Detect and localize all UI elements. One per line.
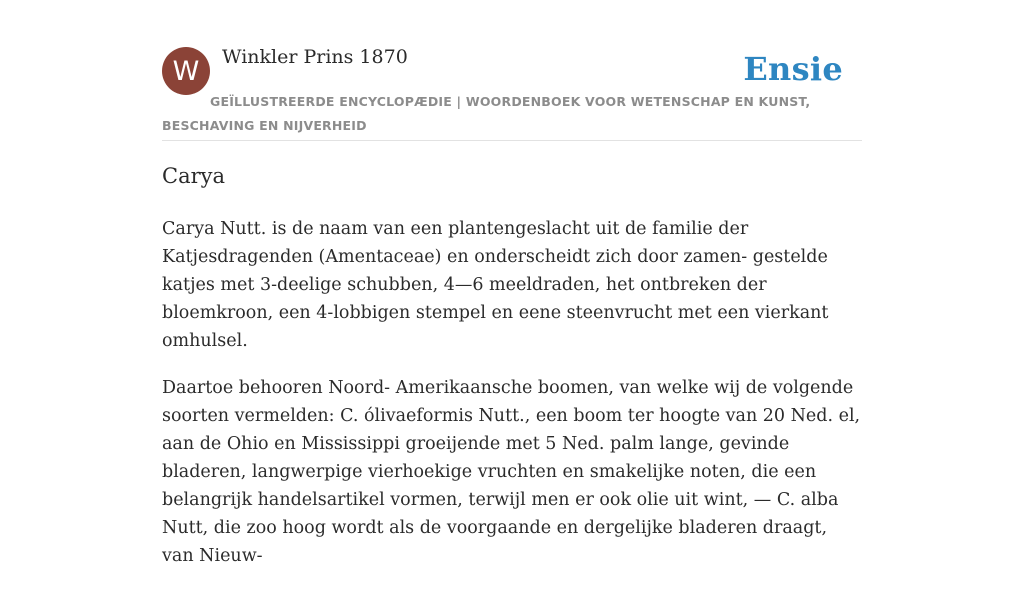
source-subtitle: GEÏLLUSTREERDE ENCYCLOPÆDIE | WOORDENBOEK VOOR WETENSCHAP EN KUNST, BESCHAVING EN NIJVERHEID	[162, 94, 811, 133]
source-header	[162, 0, 862, 141]
article-body	[162, 215, 862, 589]
source-title-link[interactable]: Winkler Prins 1870	[222, 46, 408, 68]
article-title: Carya	[162, 164, 226, 188]
article-paragraph: Daartoe behooren Noord- Amerikaansche boomen, van welke wij de volgende soorten vermelden: C. ólivaeformis Nutt., een boom ter hoogte van 20 Ned. el, aan de Ohio en Mississippi groeijende met 5 Ned. palm lange, gevinde bladeren, langwerpige vierhoekige vruchten en smakelijke noten, die een belangrijk handelsartikel vormen, terwijl men er ook olie uit wint, — C. alba Nutt, die zoo hoog wordt als de voorgaande en dergelijke bladeren draagt, van Nieuw-	[162, 378, 861, 566]
content-container	[162, 0, 862, 566]
article-paragraph: Carya Nutt. is de naam van een plantengeslacht uit de familie der Katjesdragenden (Amentaceae) en onderscheidt zich door zamen- gestelde katjes met 3-deelige schubben, 4—6 meeldraden, het ontbreken der bloemkroon, een 4-lobbigen stempel en eene steenvrucht met een vierkant omhulsel.	[162, 219, 829, 351]
source-avatar[interactable]: W	[162, 47, 210, 95]
ensie-logo[interactable]: Ensie	[743, 50, 843, 88]
